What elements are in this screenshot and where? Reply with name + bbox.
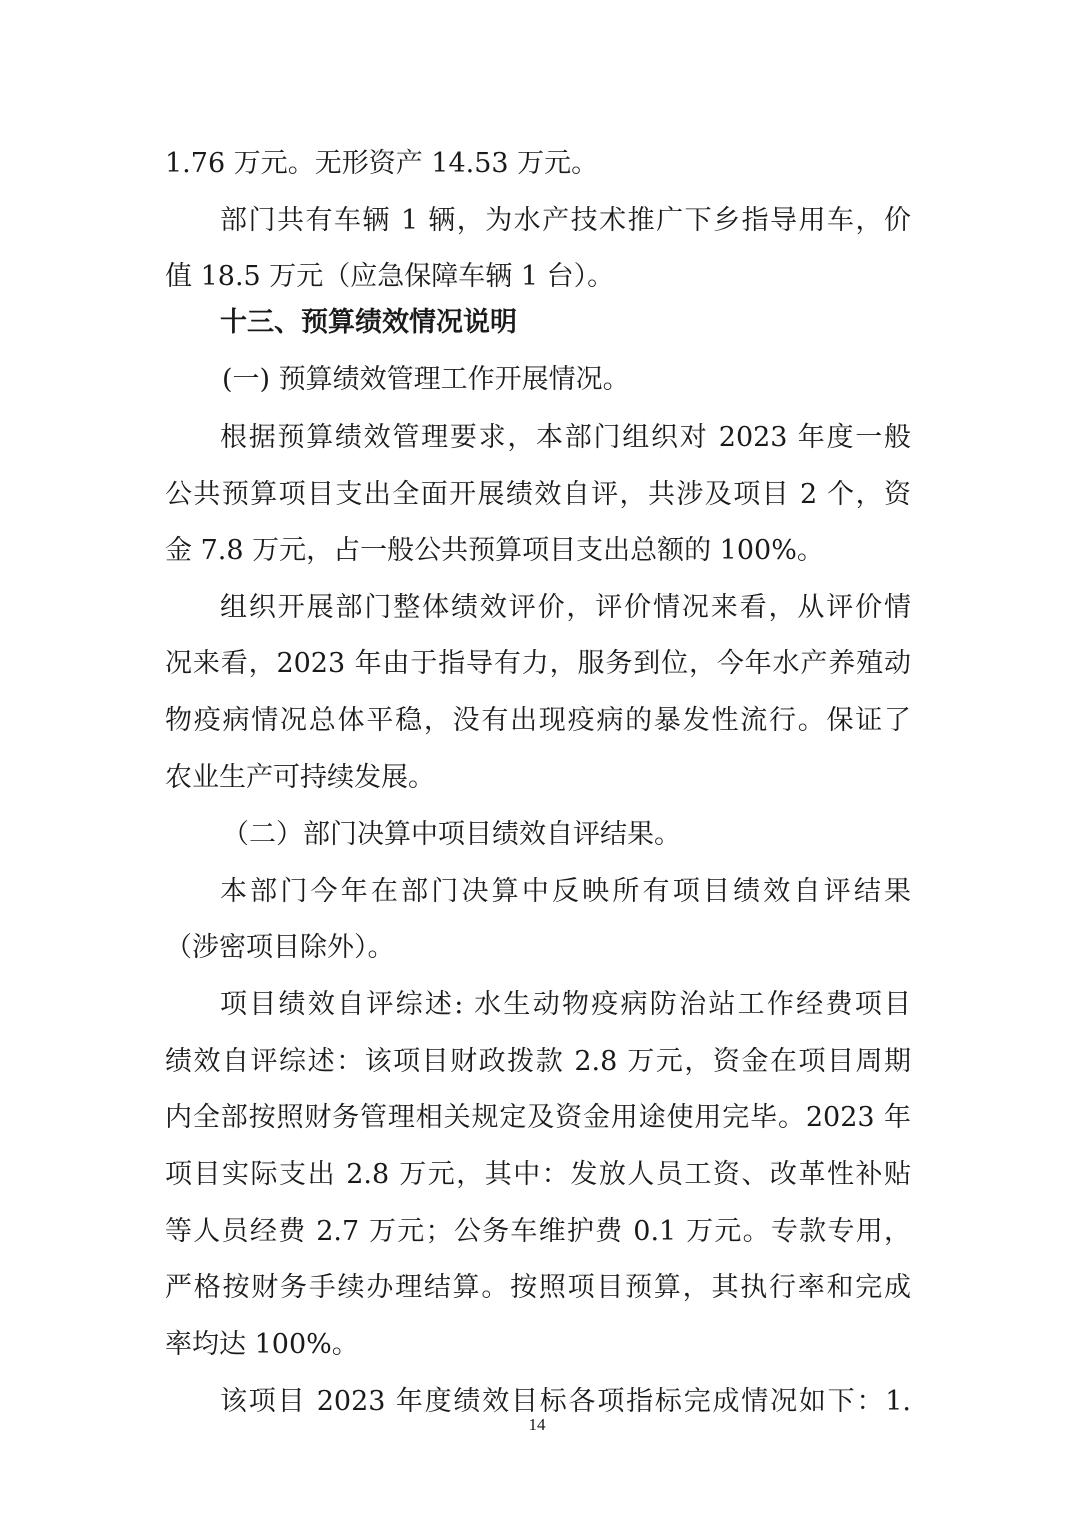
paragraph-line: 等人员经费 2.7 万元；公务车维护费 0.1 万元。专款专用， [165,1216,911,1247]
paragraph-line: 项目实际支出 2.8 万元，其中：发放人员工资、改革性补贴 [165,1159,911,1190]
paragraph-line: 农业生产可持续发展。 [165,762,435,793]
paragraph-line: 值 18.5 万元（应急保障车辆 1 台）。 [165,261,615,292]
page-number: 14 [528,1415,546,1434]
paragraph-line: 本部门今年在部门决算中反映所有项目绩效自评结果 [220,876,911,907]
paragraph-line: 项目绩效自评综述: 水生动物疫病防治站工作经费项目 [220,989,911,1020]
paragraph-line: 部门共有车辆 1 辆，为水产技术推广下乡指导用车，价 [220,205,911,236]
paragraph-line: 严格按财务手续办理结算。按照项目预算，其执行率和完成 [165,1272,911,1303]
subsection-heading: （二）部门决算中项目绩效自评结果。 [222,819,681,850]
paragraph-line: 率均达 100%。 [165,1329,359,1360]
subsection-heading: (一) 预算绩效管理工作开展情况。 [222,364,630,395]
paragraph-line: 组织开展部门整体绩效评价，评价情况来看，从评价情 [220,592,911,623]
paragraph-line: 绩效自评综述：该项目财政拨款 2.8 万元，资金在项目周期 [165,1046,911,1077]
paragraph-line: 公共预算项目支出全面开展绩效自评，共涉及项目 2 个，资 [165,479,911,510]
paragraph-line: 金 7.8 万元，占一般公共预算项目支出总额的 100%。 [165,535,824,566]
paragraph-line: 物疫病情况总体平稳，没有出现疫病的暴发性流行。保证了 [165,705,911,736]
paragraph-line: 1.76 万元。无形资产 14.53 万元。 [165,148,599,179]
paragraph-line: 该项目 2023 年度绩效目标各项指标完成情况如下：1. [220,1386,911,1417]
section-heading: 十三、预算绩效情况说明 [220,307,517,338]
paragraph-line: 内全部按照财务管理相关规定及资金用途使用完毕。2023 年 [165,1102,911,1133]
paragraph-line: （涉密项目除外）。 [165,932,395,963]
paragraph-line: 况来看，2023 年由于指导有力，服务到位，今年水产养殖动 [165,648,911,679]
paragraph-line: 根据预算绩效管理要求，本部门组织对 2023 年度一般 [220,422,911,453]
